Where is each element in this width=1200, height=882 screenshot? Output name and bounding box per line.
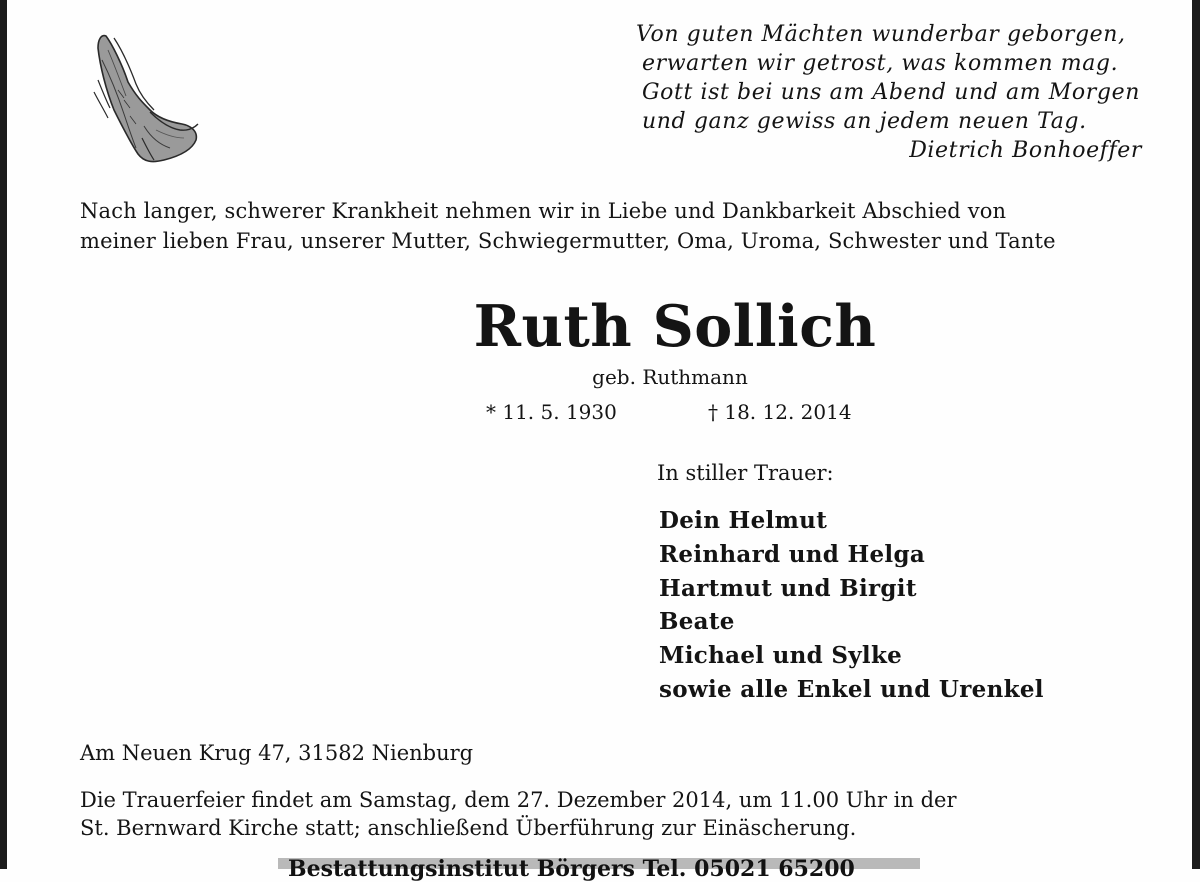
page-border-right: [1192, 0, 1200, 869]
page-border-left: [0, 0, 7, 869]
funeral-home-text: Bestattungsinstitut Börgers Tel. 05021 65200: [288, 856, 855, 882]
deceased-name: Ruth Sollich: [473, 293, 877, 360]
mourner-item: Reinhard und Helga: [659, 540, 926, 568]
mourning-label: In stiller Trauer:: [657, 461, 834, 485]
intro-line: Nach langer, schwerer Krankheit nehmen wir in Liebe und Dankbarkeit Abschied von: [80, 199, 1007, 223]
death-date: † 18. 12. 2014: [708, 400, 852, 424]
bonhoeffer-poem: [636, 20, 1156, 165]
poem-line: Gott ist bei uns am Abend und am Morgen: [642, 80, 1140, 105]
intro-line: meiner lieben Frau, unserer Mutter, Schwiegermutter, Oma, Uroma, Schwester und Tante: [80, 229, 1056, 253]
poem-line: erwarten wir getrost, was kommen mag.: [642, 51, 1119, 76]
mourner-list: [659, 504, 1139, 707]
funeral-home-bar: [278, 856, 920, 882]
ceremony-info: [80, 786, 1080, 842]
mourner-item: Michael und Sylke: [659, 642, 903, 670]
family-address: Am Neuen Krug 47, 31582 Nienburg: [80, 741, 474, 765]
praying-hands-icon: [84, 30, 204, 170]
mourner-item: Hartmut und Birgit: [659, 574, 917, 602]
ceremony-line: St. Bernward Kirche statt; anschließend Überführung zur Einäscherung.: [80, 816, 857, 840]
mourner-item: Dein Helmut: [659, 507, 828, 534]
intro-text: [80, 196, 1140, 256]
poem-author: Dietrich Bonhoeffer: [909, 138, 1142, 163]
mourner-item: Beate: [659, 608, 735, 636]
birth-name: geb. Ruthmann: [592, 365, 748, 389]
ceremony-line: Die Trauerfeier findet am Samstag, dem 27. Dezember 2014, um 11.00 Uhr in der: [80, 788, 957, 812]
poem-line: und ganz gewiss an jedem neuen Tag.: [642, 109, 1087, 134]
mourner-item: sowie alle Enkel und Urenkel: [659, 675, 1044, 703]
poem-line: Von guten Mächten wunderbar geborgen,: [636, 22, 1126, 47]
birth-date: * 11. 5. 1930: [486, 400, 617, 424]
